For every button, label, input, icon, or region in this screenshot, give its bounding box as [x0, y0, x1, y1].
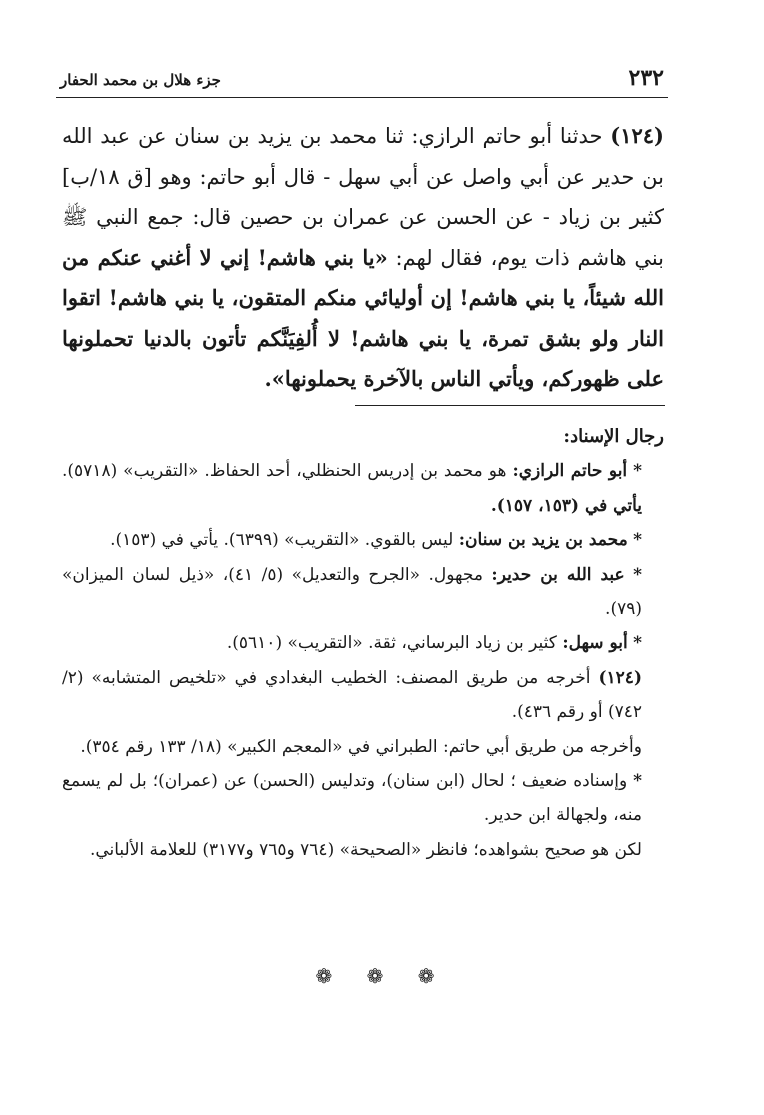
note-cross-ref: يأتي في (١٥٣، ١٥٧). — [490, 495, 642, 516]
note-text: ليس بالقوي. «التقريب» (٦٣٩٩). يأتي في (١٥٣). — [110, 530, 454, 551]
note-star: * — [633, 771, 643, 792]
hadith-paragraph — [62, 116, 664, 400]
footnotes — [62, 420, 664, 867]
narrator-name: عبد الله بن حدير: — [491, 564, 625, 585]
note-star: * — [633, 633, 642, 654]
hadith-chain: حدثنا أبو حاتم الرازي: ثنا محمد بن يزيد بن سنان عن عبد الله بن حدير عن أبي واصل عن أبي سهل - قال أبو حاتم: وهو [ق ١٨/ب] كثير بن زياد - عن الحسن عن عمران بن حصين قال: جمع النبي ﷺ بني هاشم ذات يوم، فقال لهم: — [62, 124, 664, 270]
page-number: ٢٣٢ — [628, 65, 664, 91]
end-ornament — [0, 964, 764, 988]
note-narrator-3 — [62, 558, 664, 627]
hadith-text — [62, 116, 664, 400]
narrator-name: أبو حاتم الرازي: — [512, 461, 628, 482]
note-text: وإسناده ضعيف ؛ لحال (ابن سنان)، وتدليس (الحسن) عن (عمران)؛ بل لم يسمع منه، ولجهالة ابن حدير. — [62, 771, 642, 826]
running-header — [60, 64, 664, 94]
note-star: * — [633, 461, 643, 482]
narrator-name: أبو سهل: — [562, 633, 628, 654]
note-text: مجهول. «الجرح والتعديل» (٥/ ٤١)، «ذيل لسان الميزان» (٧٩). — [62, 564, 642, 620]
note-narrator-4 — [62, 626, 664, 660]
note-number: (١٢٤) — [598, 667, 642, 688]
note-narrator-1 — [62, 454, 664, 523]
note-text: لكن هو صحيح بشواهده؛ فانظر «الصحيحة» (٧٦٤ و٧٦٥ و٣١٧٧) للعلامة الألباني. — [89, 839, 642, 860]
note-text: وأخرجه من طريق أبي حاتم: الطبراني في «المعجم الكبير» (١٨/ ١٣٣ رقم ٣٥٤). — [80, 736, 642, 757]
note-takhrij-1 — [62, 661, 664, 730]
note-narrator-2 — [62, 523, 664, 557]
note-text: كثير بن زياد البرساني، ثقة. «التقريب» (٥٦١٠). — [226, 633, 557, 654]
notes-heading: رجال الإسناد: — [563, 426, 664, 447]
note-text: هو محمد بن إدريس الحنظلي، أحد الحفاظ. «التقريب» (٥٧١٨). — [62, 461, 507, 482]
note-grading — [62, 764, 664, 833]
note-text: أخرجه من طريق المصنف: الخطيب البغدادي في «تلخيص المتشابه» (٢/ ٧٤٢) أو رقم ٤٣٦). — [62, 667, 642, 723]
flower-ornament-icon: ❁ — [417, 964, 449, 988]
note-takhrij-2 — [62, 730, 664, 764]
narrator-name: محمد بن يزيد بن سنان: — [458, 530, 628, 551]
header-rule — [56, 97, 668, 98]
note-conclusion — [62, 833, 664, 867]
flower-ornament-icon: ❁ — [315, 964, 347, 988]
hadith-number: (١٢٤) — [610, 123, 664, 148]
hadith-quote: «يا بني هاشم! إني لا أغني عنكم من الله شيئاً، يا بني هاشم! إن أوليائي منكم المتقون، يا بني هاشم! اتقوا النار ولو بشق تمرة، يا بني هاشم! لا أُلفِيَنَّكم تأتون بالدنيا تحملونها على ظهوركم، ويأتي الناس بالآخرة يحملونها». — [62, 244, 664, 391]
flower-ornament-icon: ❁ — [366, 964, 398, 988]
note-star: * — [633, 530, 642, 551]
note-star: * — [633, 564, 642, 585]
running-title: جزء هلال بن محمد الحفار — [60, 71, 221, 89]
footnote-rule — [355, 405, 665, 406]
